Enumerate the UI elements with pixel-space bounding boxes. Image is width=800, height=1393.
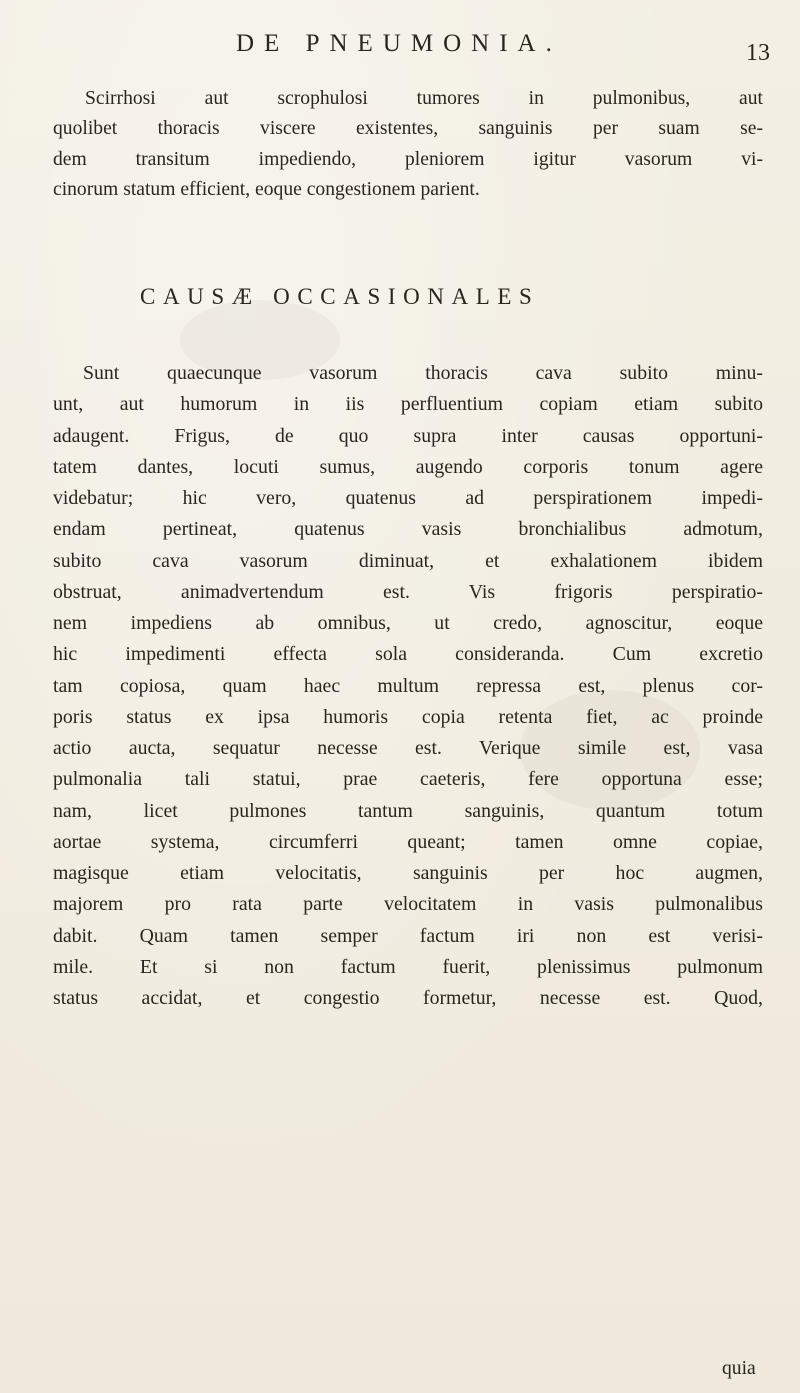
text-line: videbatur; hic vero, quatenus ad perspirationem impedi- bbox=[53, 487, 763, 509]
text-line: status accidat, et congestio formetur, necesse est. Quod, bbox=[53, 987, 763, 1009]
text-line: dabit. Quam tamen semper factum iri non est verisi- bbox=[53, 924, 763, 947]
text-line: majorem pro rata parte velocitatem in vasis pulmonalibus bbox=[53, 893, 763, 916]
text-line: magisque etiam velocitatis, sanguinis per hoc augmen, bbox=[53, 862, 763, 884]
text-line: Scirrhosi aut scrophulosi tumores in pulmonibus, aut bbox=[85, 88, 763, 109]
text-line: Sunt quaecunque vasorum thoracis cava subito minu- bbox=[83, 362, 763, 384]
text-line: actio aucta, sequatur necesse est. Verique simile est, vasa bbox=[53, 737, 763, 759]
text-line: aortae systema, circumferri queant; tamen omne copiae, bbox=[53, 830, 763, 853]
text-line: adaugent. Frigus, de quo supra inter causas opportuni- bbox=[53, 424, 763, 447]
catchword: quia bbox=[722, 1358, 756, 1379]
paragraph-1 bbox=[53, 84, 763, 206]
text-line: nam, licet pulmones tantum sanguinis, quantum totum bbox=[53, 799, 763, 822]
text-line: quolibet thoracis viscere existentes, sanguinis per suam se- bbox=[53, 118, 763, 140]
page-number: 13 bbox=[746, 40, 770, 66]
paragraph-2 bbox=[53, 358, 763, 1014]
text-line: unt, aut humorum in iis perfluentium copiam etiam subito bbox=[53, 393, 763, 416]
text-line: pulmonalia tali statui, prae caeteris, fere opportuna esse; bbox=[53, 768, 763, 791]
text-line: subito cava vasorum diminuat, et exhalationem ibidem bbox=[53, 549, 763, 572]
text-line: hic impedimenti effecta sola consideranda. Cum excretio bbox=[53, 643, 763, 666]
text-line: cinorum statum efficient, eoque congestionem parient. bbox=[53, 179, 480, 201]
text-line: endam pertineat, quatenus vasis bronchialibus admotum, bbox=[53, 518, 763, 541]
text-line: mile. Et si non factum fuerit, plenissimus pulmonum bbox=[53, 955, 763, 978]
text-line: dem transitum impediendo, pleniorem igitur vasorum vi- bbox=[53, 148, 763, 170]
text-line: tatem dantes, locuti sumus, augendo corporis tonum agere bbox=[53, 455, 763, 478]
running-head: DE PNEUMONIA. bbox=[236, 30, 562, 57]
section-heading: CAUSÆ OCCASIONALES bbox=[140, 284, 540, 309]
text-line: nem impediens ab omnibus, ut credo, agnoscitur, eoque bbox=[53, 612, 763, 634]
text-line: poris status ex ipsa humoris copia retenta fiet, ac proinde bbox=[53, 705, 763, 728]
text-line: obstruat, animadvertendum est. Vis frigoris perspiratio- bbox=[53, 580, 763, 603]
text-line: tam copiosa, quam haec multum repressa est, plenus cor- bbox=[53, 674, 763, 697]
